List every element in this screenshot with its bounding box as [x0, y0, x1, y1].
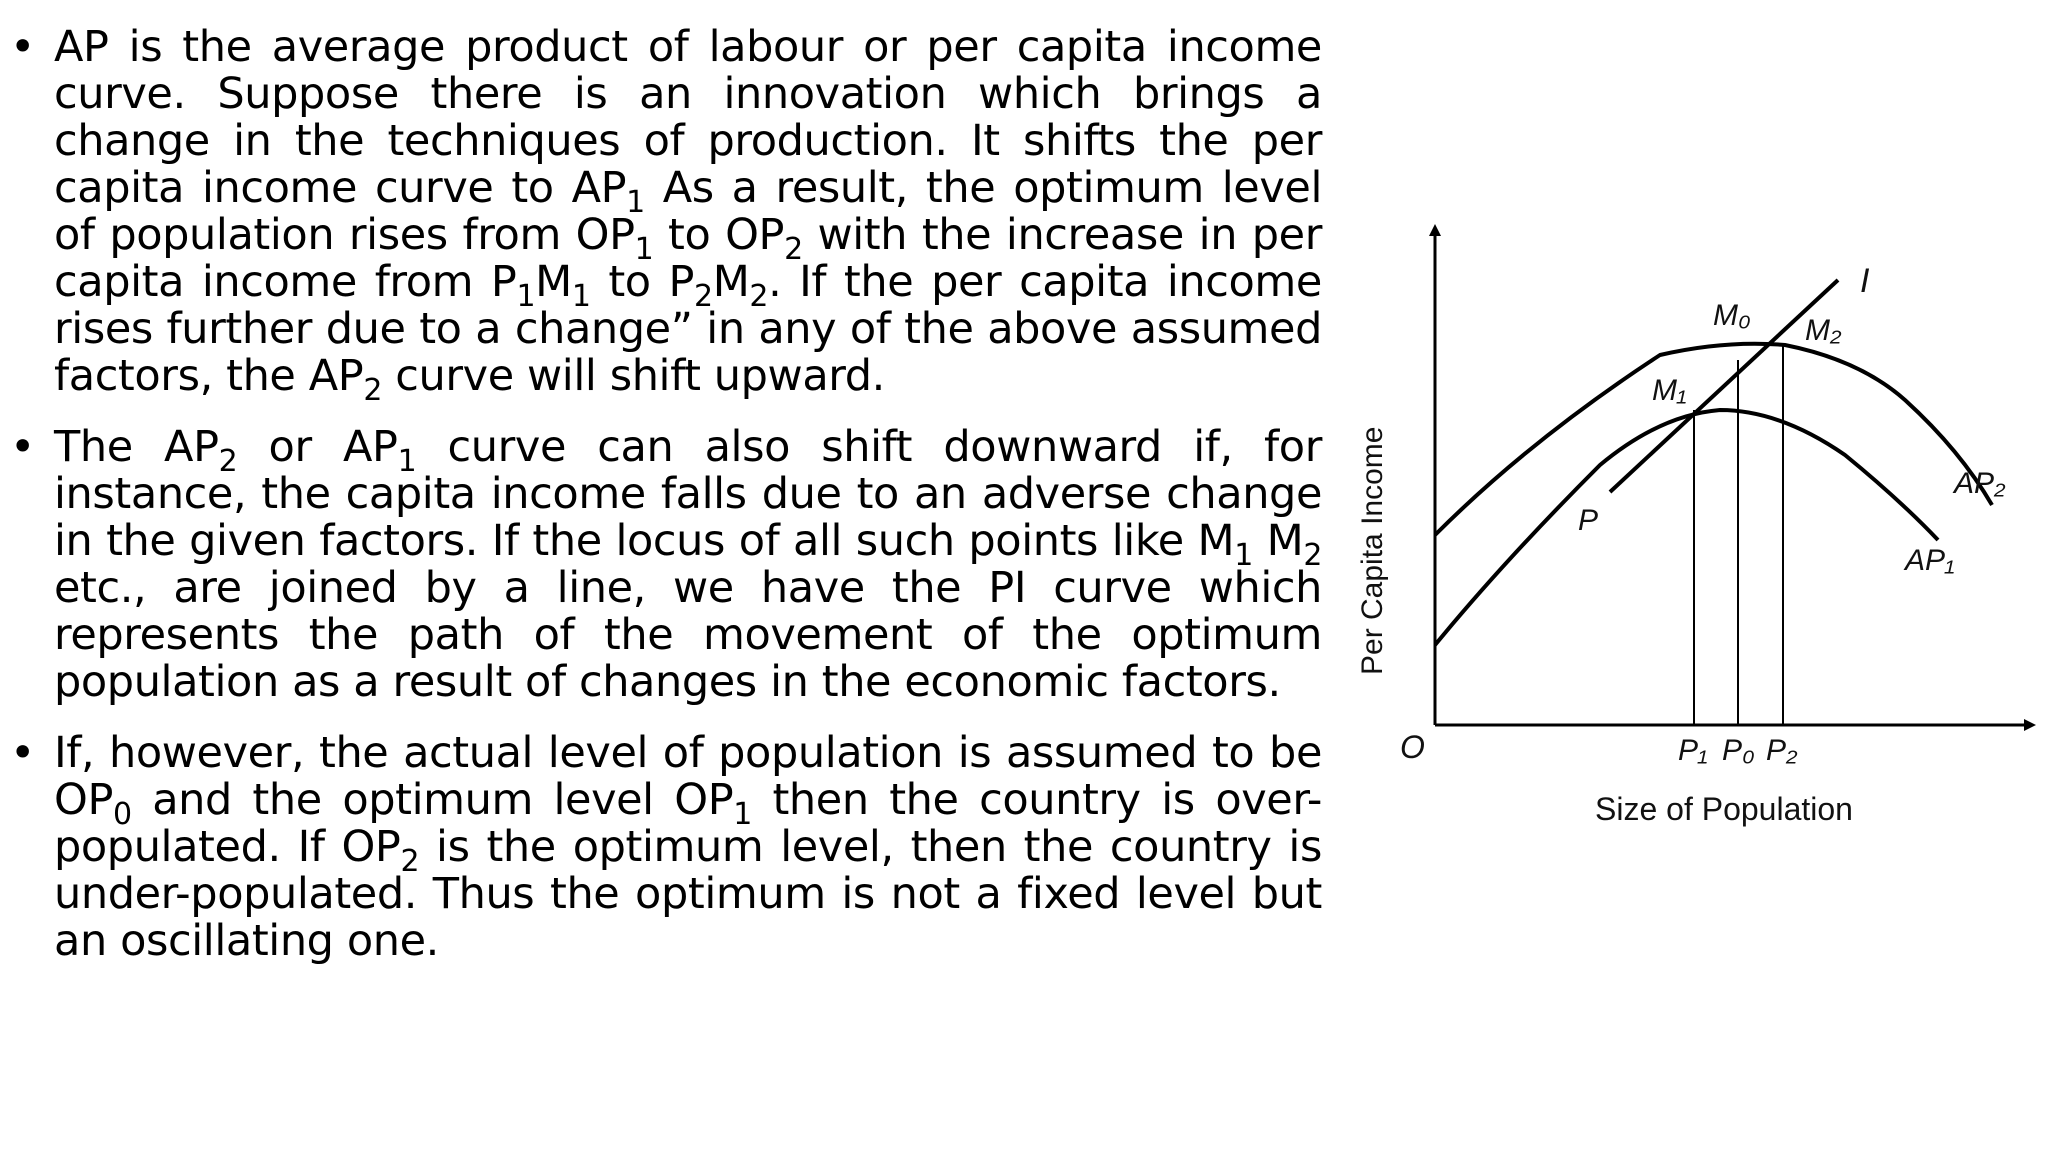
- subscript: 2: [749, 279, 769, 314]
- text-run: The AP: [54, 422, 219, 472]
- label-p0: P₀: [1722, 734, 1755, 767]
- subscript: 2: [218, 444, 238, 479]
- bullet-text-1: [54, 22, 1322, 408]
- x-axis-title: Size of Population: [1595, 791, 1853, 827]
- optimum-population-diagram: [1340, 200, 2048, 860]
- subscript: 1: [516, 279, 536, 314]
- text-run: . If the per capita income rises further due to a change” in any of the above assumed factors, the AP: [54, 257, 1322, 401]
- label-ap1: AP₁: [1905, 544, 1955, 577]
- ap2-curve: [1435, 344, 1992, 535]
- bullet-text-2: [54, 422, 1322, 707]
- subscript: 0: [112, 797, 132, 832]
- subscript: 2: [400, 844, 420, 879]
- y-axis-title: Per Capita Income: [1356, 426, 1389, 675]
- ap1-curve: [1435, 410, 1938, 645]
- bullet-dot: •: [10, 422, 35, 472]
- text-run: M: [712, 257, 750, 307]
- text-run: curve can also shift downward if, for instance, the capita income falls due to an adverse change in the given factors. If the locus of all such points like M: [54, 422, 1322, 566]
- origin-label: O: [1400, 729, 1425, 765]
- bullet-item-3: [0, 730, 1322, 965]
- text-column: [0, 24, 1322, 989]
- text-run: etc., are joined by a line, we have the PI curve which represents the path of the movement of the optimum population as a result of changes in the economic factors.: [54, 563, 1322, 707]
- label-p: P: [1578, 504, 1599, 537]
- bullet-list: [0, 24, 1322, 965]
- label-i: I: [1860, 262, 1870, 300]
- subscript: 1: [571, 279, 591, 314]
- label-p2: P₂: [1766, 734, 1798, 767]
- text-run: M: [1252, 516, 1304, 566]
- text-run: to P: [590, 257, 694, 307]
- label-m0: M₀: [1713, 299, 1751, 332]
- bullet-dot: •: [10, 728, 35, 778]
- subscript: 2: [1303, 538, 1322, 573]
- subscript: 2: [784, 232, 803, 267]
- text-run: curve will shift upward.: [382, 351, 885, 401]
- bullet-text-3: [54, 728, 1322, 966]
- bullet-dot: •: [10, 22, 35, 72]
- bullet-item-1: [0, 22, 1322, 408]
- label-m2: M₂: [1805, 314, 1842, 347]
- text-run: As a result, the optimum level of population rises from OP: [54, 163, 1322, 260]
- label-ap2: AP₂: [1954, 467, 2006, 500]
- subscript: 1: [1234, 538, 1253, 573]
- subscript: 1: [397, 444, 417, 479]
- label-p1: P₁: [1678, 734, 1708, 767]
- text-run: with the increase in per capita income from P: [54, 210, 1322, 307]
- subscript: 1: [733, 797, 752, 832]
- text-run: or AP: [237, 422, 398, 472]
- subscript: 1: [626, 185, 645, 220]
- text-run: M: [535, 257, 572, 307]
- text-run: and the optimum level OP: [131, 775, 734, 825]
- text-run: AP is the average product of labour or per capita income curve. Suppose there is an innovation which brings a change in the techniques of production. It shifts the per capita income curve to AP: [54, 22, 1322, 213]
- text-run: to OP: [653, 210, 785, 260]
- bullet-item-2: [0, 424, 1322, 706]
- diagram-svg: [1340, 200, 2048, 860]
- text-run: If, however, the actual level of population is assumed to be OP: [54, 728, 1322, 825]
- subscript: 1: [634, 232, 654, 267]
- subscript: 2: [363, 373, 382, 408]
- text-run: then the country is over-populated. If OP: [54, 775, 1322, 872]
- text-run: is the optimum level, then the country is under-populated. Thus the optimum is not a fixed level but an oscillating one.: [54, 822, 1322, 966]
- label-m1: M₁: [1652, 374, 1687, 407]
- subscript: 2: [694, 279, 713, 314]
